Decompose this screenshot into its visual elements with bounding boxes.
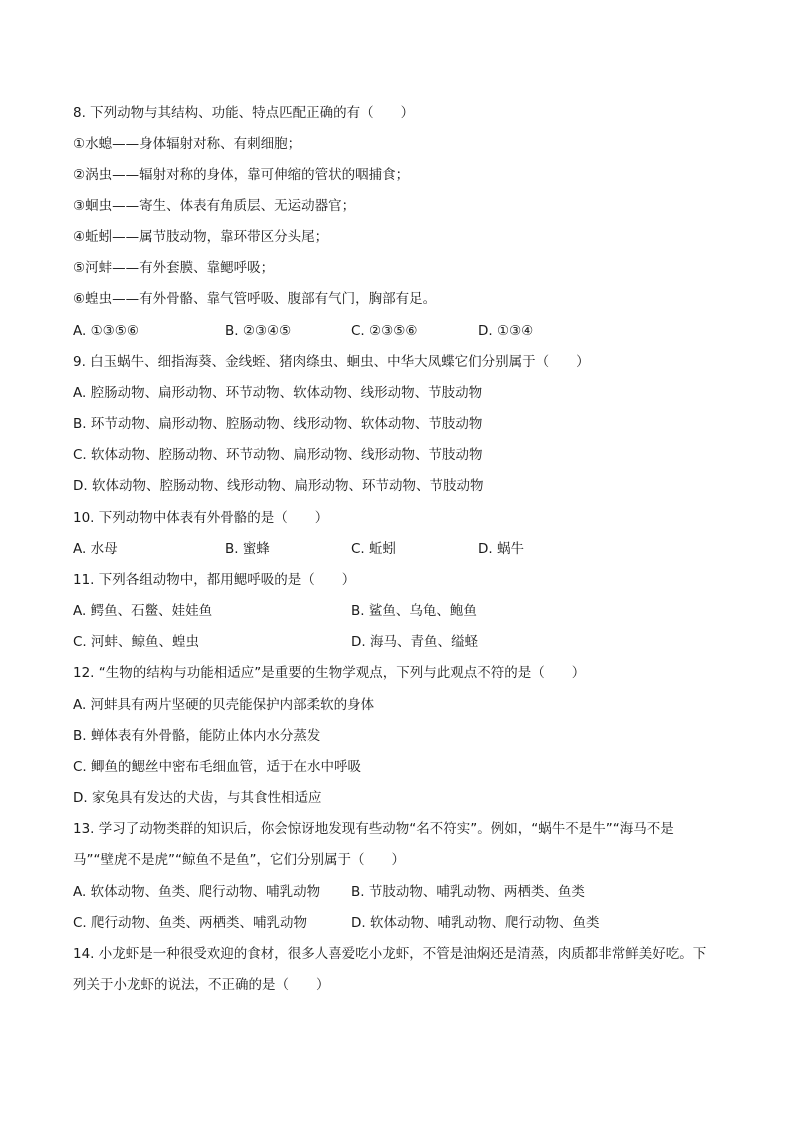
q10-option-d: D. 蜗牛 (478, 541, 524, 557)
q11-option-c: C. 河蚌、鲸鱼、蝗虫 (73, 634, 200, 650)
q8-option-c: C. ②③⑤⑥ (351, 323, 418, 339)
q8-item-3: ③蛔虫——寄生、体表有角质层、无运动器官； (73, 198, 356, 214)
q9-option-a: A. 腔肠动物、扁形动物、环节动物、软体动物、线形动物、节肢动物 (73, 385, 483, 401)
q13-options-row-2 (73, 914, 733, 932)
q8-item-2: ②涡虫——辐射对称的身体，靠可伸缩的管状的咽捕食； (73, 167, 410, 183)
q13-option-c: C. 爬行动物、鱼类、两栖类、哺乳动物 (73, 915, 308, 931)
q11-option-b: B. 鲨鱼、乌龟、鲍鱼 (351, 603, 477, 619)
q9-option-b: B. 环节动物、扁形动物、腔肠动物、线形动物、软体动物、节肢动物 (73, 416, 483, 432)
q11-option-d: D. 海马、青鱼、缢蛏 (351, 634, 478, 650)
q13-option-a: A. 软体动物、鱼类、爬行动物、哺乳动物 (73, 884, 321, 900)
q13-option-d: D. 软体动物、哺乳动物、爬行动物、鱼类 (351, 915, 600, 931)
q8-option-b: B. ②③④⑤ (225, 323, 292, 339)
q14-stem-line-2: 列关于小龙虾的说法，不正确的是（ ） (73, 977, 330, 993)
q9-option-d: D. 软体动物、腔肠动物、线形动物、扁形动物、环节动物、节肢动物 (73, 478, 484, 494)
q13-stem-line-2: 马”“壁虎不是虎”“鲸鱼不是鱼”，它们分别属于（ ） (73, 852, 405, 868)
q8-item-5: ⑤河蚌——有外套膜、靠鳃呼吸； (73, 260, 275, 276)
q12-option-a: A. 河蚌具有两片坚硬的贝壳能保护内部柔软的身体 (73, 697, 375, 713)
q11-stem: 11. 下列各组动物中，都用鳃呼吸的是（ ） (73, 572, 356, 588)
q8-item-1: ①水螅——身体辐射对称、有刺细胞； (73, 136, 302, 152)
q9-option-c: C. 软体动物、腔肠动物、环节动物、扁形动物、线形动物、节肢动物 (73, 447, 483, 463)
q12-option-b: B. 蝉体表有外骨骼，能防止体内水分蒸发 (73, 728, 321, 744)
q13-option-b: B. 节肢动物、哺乳动物、两栖类、鱼类 (351, 884, 585, 900)
q13-options-row-1 (73, 883, 733, 901)
q8-option-d: D. ①③④ (478, 323, 534, 339)
q11-options-row-2 (73, 633, 733, 651)
q8-item-6: ⑥蝗虫——有外骨骼、靠气管呼吸、腹部有气门，胸部有足。 (73, 291, 437, 307)
q8-options (73, 322, 733, 340)
q9-stem: 9. 白玉蜗牛、细指海葵、金线蛭、猪肉绦虫、蛔虫、中华大凤蝶它们分别属于（ ） (73, 354, 590, 370)
q8-stem: 8. 下列动物与其结构、功能、特点匹配正确的有（ ） (73, 105, 415, 121)
q11-options-row-1 (73, 602, 733, 620)
q11-option-a: A. 鳄鱼、石鳖、娃娃鱼 (73, 603, 213, 619)
q14-stem-line-1: 14. 小龙虾是一种很受欢迎的食材，很多人喜爱吃小龙虾，不管是油焖还是清蒸，肉质都非常鲜美好吃。下 (73, 946, 707, 962)
q12-stem: 12. “生物的结构与功能相适应”是重要的生物学观点，下列与此观点不符的是（ ） (73, 665, 586, 681)
q12-option-c: C. 鲫鱼的鳃丝中密布毛细血管，适于在水中呼吸 (73, 759, 362, 775)
q10-option-c: C. 蚯蚓 (351, 541, 397, 557)
q8-item-4: ④蚯蚓——属节肢动物，靠环带区分头尾； (73, 229, 329, 245)
q10-option-a: A. 水母 (73, 541, 118, 557)
q8-option-a: A. ①③⑤⑥ (73, 323, 139, 339)
q10-stem: 10. 下列动物中体表有外骨骼的是（ ） (73, 510, 329, 526)
q12-option-d: D. 家兔具有发达的犬齿，与其食性相适应 (73, 790, 322, 806)
q13-stem-line-1: 13. 学习了动物类群的知识后，你会惊讶地发现有些动物“名不符实”。例如，“蜗牛不是牛”“海马不是 (73, 821, 674, 837)
q10-options (73, 540, 733, 558)
q10-option-b: B. 蜜蜂 (225, 541, 270, 557)
